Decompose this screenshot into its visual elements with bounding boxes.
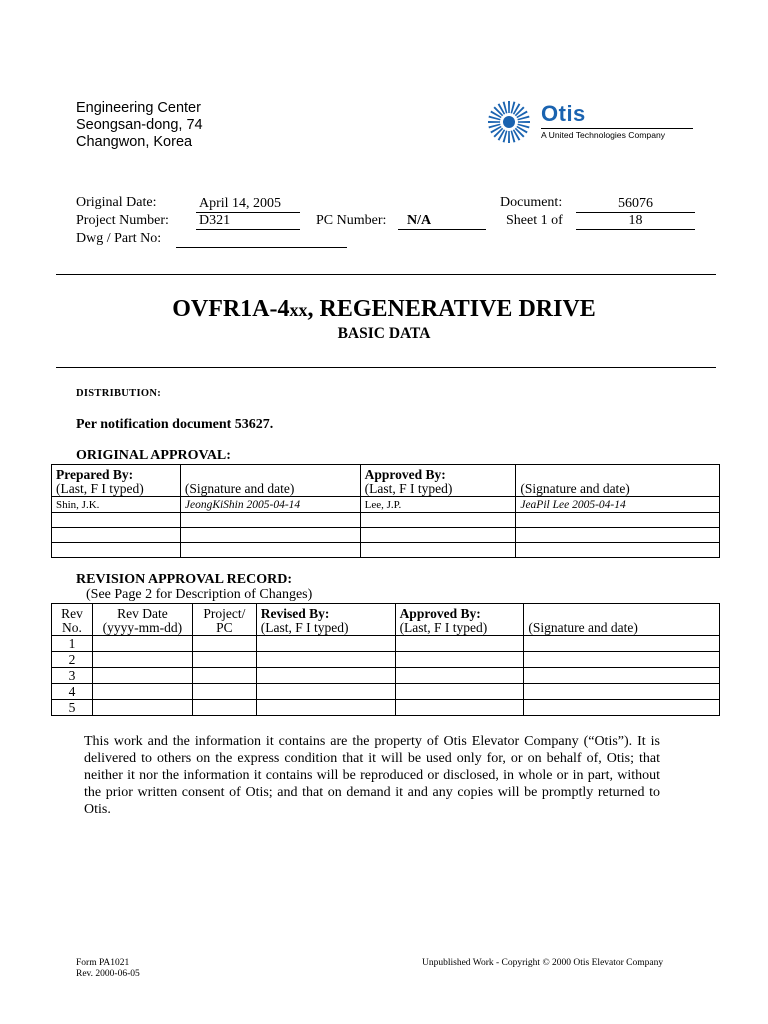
- form-number: Form PA1021: [76, 958, 130, 968]
- approved-signature-cell: JeaPil Lee 2005-04-14: [516, 497, 720, 513]
- signature-date-header-2: (Signature and date): [516, 465, 720, 497]
- revision-table: [51, 603, 720, 716]
- revised-by-header: Revised By: (Last, F I typed): [256, 604, 395, 636]
- table-row: [52, 668, 720, 684]
- distribution-text: Per notification document 53627.: [76, 417, 274, 432]
- signature-date-header: (Signature and date): [180, 465, 360, 497]
- project-pc-header: Project/ PC: [192, 604, 256, 636]
- table-cell: [256, 700, 395, 716]
- table-row: [52, 543, 720, 558]
- table-row: [52, 513, 720, 528]
- document-number: 56076: [576, 195, 695, 213]
- table-cell: [395, 636, 524, 652]
- sheet-label: Sheet 1 of: [506, 213, 563, 228]
- document-label: Document:: [500, 195, 563, 210]
- logo-rule: [541, 128, 693, 129]
- table-cell: [524, 700, 720, 716]
- table-row: [52, 684, 720, 700]
- address-line-1: Engineering Center: [76, 100, 201, 116]
- table-cell: [395, 700, 524, 716]
- proprietary-notice: This work and the information it contains are the property of Otis Elevator Company (“Otis”). It is delivered to others on the express condition that it will be used only for, or on behalf of, Otis; that neither it nor the information it contains will be reproduced or disclosed, in whole or in part, without the prior written consent of Otis; and that on demand it and any copies will be promptly returned to Otis.: [84, 734, 660, 817]
- project-number-value: D321: [196, 212, 300, 230]
- approved-name-cell: Lee, J.P.: [360, 497, 516, 513]
- approved-by-header: Approved By: (Last, F I typed): [395, 604, 524, 636]
- prepared-name-cell: Shin, J.K.: [52, 497, 181, 513]
- rev-number: 3: [52, 668, 93, 684]
- header-divider: [56, 274, 716, 275]
- table-row: [52, 497, 720, 513]
- rev-date-header: Rev Date (yyyy-mm-dd): [92, 604, 192, 636]
- title-divider: [56, 367, 716, 368]
- rev-number: 1: [52, 636, 93, 652]
- dwg-part-label: Dwg / Part No:: [76, 231, 162, 246]
- rev-number: 2: [52, 652, 93, 668]
- address-line-3: Changwon, Korea: [76, 134, 193, 150]
- table-cell: [395, 668, 524, 684]
- table-row: [52, 700, 720, 716]
- table-cell: [92, 684, 192, 700]
- table-cell: [524, 652, 720, 668]
- table-cell: [256, 636, 395, 652]
- rev-no-header: Rev No.: [52, 604, 93, 636]
- rev-number: 5: [52, 700, 93, 716]
- table-cell: [192, 684, 256, 700]
- table-cell: [92, 636, 192, 652]
- table-cell: [180, 513, 360, 528]
- document-subtitle: BASIC DATA: [337, 325, 431, 342]
- original-date-label: Original Date:: [76, 195, 157, 210]
- address-block: [76, 100, 203, 151]
- table-cell: [516, 528, 720, 543]
- signature-date-header: (Signature and date): [524, 604, 720, 636]
- table-cell: [92, 668, 192, 684]
- dwg-part-value: [176, 230, 347, 248]
- form-info: [76, 958, 140, 980]
- pc-number-value: N/A: [398, 212, 486, 230]
- table-cell: [256, 684, 395, 700]
- table-cell: [192, 668, 256, 684]
- table-cell: [180, 543, 360, 558]
- otis-logo-icon: [483, 100, 535, 144]
- logo-wordmark: Otis: [541, 101, 586, 126]
- table-row: [52, 652, 720, 668]
- table-cell: [192, 636, 256, 652]
- table-row: [52, 528, 720, 543]
- prepared-signature-cell: JeongKiShin 2005-04-14: [180, 497, 360, 513]
- distribution-label: DISTRIBUTION:: [76, 388, 162, 399]
- address-line-2: Seongsan-dong, 74: [76, 117, 203, 133]
- revision-subheading: (See Page 2 for Description of Changes): [86, 587, 313, 602]
- table-cell: [395, 684, 524, 700]
- table-header-row: [52, 465, 720, 497]
- table-cell: [360, 543, 516, 558]
- table-header-row: [52, 604, 720, 636]
- prepared-by-header: Prepared By: (Last, F I typed): [52, 465, 181, 497]
- original-approval-heading: ORIGINAL APPROVAL:: [76, 448, 231, 463]
- original-approval-table: [51, 464, 720, 558]
- table-cell: [52, 528, 181, 543]
- table-cell: [395, 652, 524, 668]
- table-cell: [256, 652, 395, 668]
- table-cell: [516, 543, 720, 558]
- pc-number-label: PC Number:: [316, 213, 387, 228]
- table-cell: [180, 528, 360, 543]
- form-revision: Rev. 2000-06-05: [76, 969, 140, 979]
- table-cell: [524, 684, 720, 700]
- table-cell: [516, 513, 720, 528]
- sheet-total: 18: [576, 212, 695, 230]
- approved-by-header: Approved By: (Last, F I typed): [360, 465, 516, 497]
- table-row: [52, 636, 720, 652]
- table-cell: [360, 513, 516, 528]
- table-cell: [192, 700, 256, 716]
- table-cell: [92, 700, 192, 716]
- table-cell: [524, 668, 720, 684]
- table-cell: [360, 528, 516, 543]
- rev-number: 4: [52, 684, 93, 700]
- revision-heading: REVISION APPROVAL RECORD:: [76, 572, 292, 587]
- table-cell: [52, 543, 181, 558]
- table-cell: [52, 513, 181, 528]
- table-cell: [192, 652, 256, 668]
- project-number-label: Project Number:: [76, 213, 169, 228]
- table-cell: [256, 668, 395, 684]
- table-cell: [92, 652, 192, 668]
- logo-tagline: A United Technologies Company: [541, 130, 666, 140]
- original-date-value: April 14, 2005: [196, 195, 300, 213]
- document-title: OVFR1A-4xx, REGENERATIVE DRIVE: [172, 296, 596, 322]
- copyright-notice: Unpublished Work - Copyright © 2000 Otis Elevator Company: [422, 958, 664, 968]
- table-cell: [524, 636, 720, 652]
